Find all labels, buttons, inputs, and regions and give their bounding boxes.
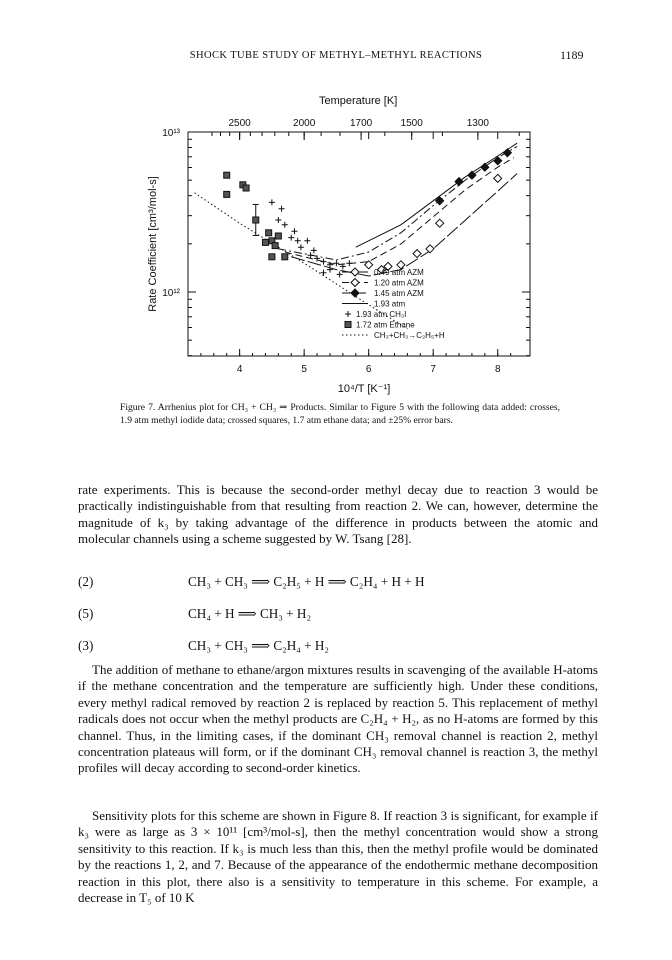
data-point	[275, 233, 281, 239]
data-point	[345, 311, 351, 317]
data-point	[321, 259, 327, 265]
data-point	[266, 230, 272, 236]
data-point	[345, 322, 351, 328]
data-point	[333, 260, 339, 266]
arrhenius-plot	[110, 90, 550, 400]
equation-expression: CH₄ + H ⟹ CH₃ + H₂	[188, 606, 312, 621]
body-paragraph-1: rate experiments. This is because the second-order methyl decay due to reaction 3 would be practically indistinguishable from that resulting from reaction 2. We can, however, determine the magnitude of k₃ by taking advantage of the difference in products between the atomic and molecular channels using a scheme suggested by W. Tsang [28].	[78, 482, 598, 547]
equation-3	[78, 638, 598, 656]
data-point	[304, 238, 310, 244]
top-axis-label: Temperature [K]	[319, 95, 398, 107]
data-point	[494, 174, 502, 182]
data-point	[413, 250, 421, 258]
page-number: 1189	[560, 48, 584, 62]
top-tick-label: 1500	[400, 118, 423, 129]
data-point	[468, 171, 476, 179]
x-tick-label: 5	[301, 364, 307, 375]
data-point	[269, 199, 275, 205]
legend-label: 1.93 atm CH₃I	[356, 310, 407, 319]
equation-2	[78, 574, 598, 592]
legend-label: 1.93 atm	[374, 299, 406, 309]
data-point	[243, 185, 249, 191]
running-header-title: SHOCK TUBE STUDY OF METHYL–METHYL REACTIONS	[189, 50, 483, 61]
equation-number: (5)	[78, 606, 94, 621]
equation-expression: CH₃ + CH₃ ⟹ C₂H₄ + H₂	[188, 638, 330, 653]
body-paragraph-3: Sensitivity plots for this scheme are shown in Figure 8. If reaction 3 is significant, for example if k₃ were as large as 3 × 10¹¹ [cm³/mol-s], then the methyl concentration would show a strong sensitivity to this reaction. If k₃ is much less than this, then the methyl profile would be dominated by the reactions 1, 2, and 7. Because of the appearance of the endothermic methane decomposition reaction in this plot, there also is a sensitivity to temperature in this scheme. For example, a decrease in T₅ of 10 K	[78, 808, 598, 906]
series-line	[291, 174, 517, 276]
figure-caption-label: Figure 7.	[120, 402, 156, 413]
series-line	[278, 146, 517, 260]
data-point	[295, 238, 301, 244]
top-tick-label: 1300	[466, 118, 490, 129]
data-point	[282, 254, 288, 260]
data-point	[279, 206, 285, 212]
data-point	[337, 271, 343, 277]
data-point	[351, 289, 359, 297]
top-tick-label: 2000	[293, 118, 316, 129]
data-point	[346, 260, 352, 266]
legend-label: 1.45 atm AZM	[374, 289, 424, 298]
legend-label: 0.49 atm AZM	[374, 268, 424, 277]
data-point	[262, 239, 268, 245]
data-point	[436, 219, 444, 227]
data-point	[282, 222, 288, 228]
legend-label: 1.72 atm Ethane	[356, 320, 415, 330]
data-point	[288, 235, 294, 241]
data-point	[298, 244, 304, 250]
figure-caption	[120, 402, 560, 427]
top-tick-label: 1700	[349, 118, 373, 129]
y-axis-label: Rate Coefficient [cm³/mol-s]	[147, 176, 159, 312]
x-tick-label: 6	[365, 364, 372, 375]
equation-number: (3)	[78, 638, 94, 653]
data-point	[253, 217, 259, 223]
data-point	[351, 279, 359, 287]
data-point	[224, 172, 230, 178]
y-tick-label: 10¹²	[162, 288, 180, 299]
data-point	[272, 243, 278, 249]
x-axis-label: 10⁴/T [K⁻¹]	[337, 383, 391, 395]
figure-caption-text: Arrhenius plot for CH₃ + CH₃ ⇒ Products. Similar to Figure 5 with the following data added: crosses, 1.9 atm methyl iodide data; crossed squares, 1.7 atm ethane data; and ±25% error bars.	[120, 402, 560, 426]
series-line	[285, 158, 514, 265]
x-tick-label: 4	[236, 364, 243, 375]
data-point	[426, 245, 434, 253]
data-point	[269, 254, 275, 260]
data-point	[351, 268, 359, 276]
data-point	[311, 247, 317, 253]
data-point	[275, 217, 281, 223]
y-tick-label: 10¹³	[162, 128, 180, 139]
data-point	[455, 178, 463, 186]
data-point	[308, 252, 314, 258]
body-paragraph-2: The addition of methane to ethane/argon mixtures results in scavenging of the available H-atoms if the methane concentration and the temperature are sufficiently high. Under these conditions, every methyl radical removed by reaction 2 is replaced by reaction 5. This replacement of methyl radicals does not occur when the methyl products are C₂H₄ + H₂, as no H-atoms are formed by this channel. Thus, in the limiting cases, if the dominant CH₃ removal channel is reaction 2, methyl concentration plateaus will form, or if the dominant CH₃ removal channel is reaction 3, the methyl profiles will decay according to second-order kinetics.	[78, 662, 598, 776]
data-point	[291, 228, 297, 234]
equation-expression: CH₃ + CH₃ ⟹ C₂H₅ + H ⟹ C₂H₄ + H + H	[188, 574, 425, 589]
x-tick-label: 8	[494, 364, 501, 375]
legend-label: CH₃+CH₃→C₂H₅+H	[374, 331, 445, 340]
equation-5	[78, 606, 598, 624]
x-tick-label: 7	[430, 364, 436, 375]
data-point	[224, 191, 230, 197]
legend-label: 1.20 atm AZM	[374, 278, 424, 288]
equation-number: (2)	[78, 574, 94, 589]
data-point	[321, 270, 327, 276]
top-tick-label: 2500	[228, 118, 251, 129]
